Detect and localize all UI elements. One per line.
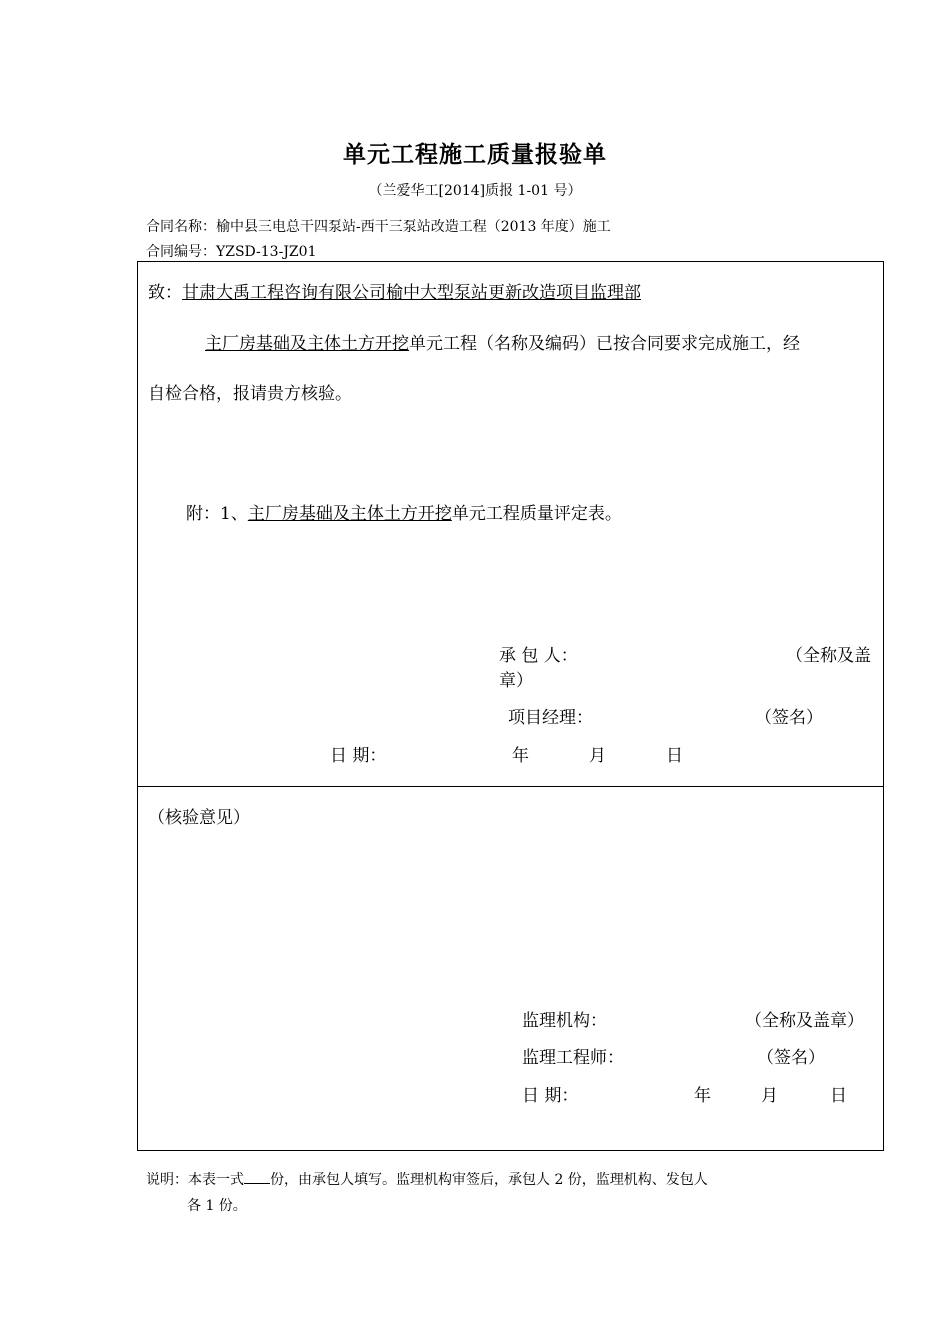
copies-blank: [244, 1169, 270, 1184]
footnote-line-2: 各 1 份。: [187, 1198, 247, 1214]
submission-date-label: 日 期：: [330, 746, 387, 766]
contract-name-label: 合同名称：: [146, 219, 216, 235]
body-text-2: 自检合格，报请贵方核验。: [148, 384, 352, 404]
attachment-suffix: 单元工程质量评定表。: [451, 504, 622, 524]
contractor-note: （全称及盖: [786, 646, 871, 666]
submission-month: 月: [589, 746, 606, 766]
unit-name: 主厂房基础及主体土方开挖: [205, 334, 409, 354]
body-line-1: [205, 329, 800, 354]
manager-label: 项目经理：: [508, 708, 593, 728]
footnote-text-a: 说明：本表一式: [146, 1172, 244, 1188]
attachment-name: 主厂房基础及主体土方开挖: [247, 504, 452, 524]
contract-name: 榆中县三电总干四泵站-西干三泵站改造工程（2013 年度）施工: [216, 219, 611, 235]
footnote-text-b: 份，由承包人填写。监理机构审签后，承包人 2 份，监理机构、发包人: [270, 1172, 708, 1188]
body-text-1: 单元工程（名称及编码）已按合同要求完成施工，经: [409, 334, 800, 354]
contract-code-label: 合同编号：: [146, 244, 216, 260]
document-number: （兰爱华工[2014]质报 1-01 号）: [368, 183, 582, 199]
attachment-prefix: 附：1、: [186, 504, 248, 524]
attachment-row: [186, 499, 622, 524]
submission-year: 年: [512, 746, 529, 766]
page-title: 单元工程施工质量报验单: [343, 142, 607, 168]
supervisor-engineer-label: 监理工程师：: [522, 1048, 624, 1068]
addressee-label: 致：: [148, 283, 182, 303]
addressee-name: 甘肃大禹工程咨询有限公司榆中大型泵站更新改造项目监理部: [182, 283, 641, 303]
review-year: 年: [694, 1086, 711, 1106]
addressee-row: [148, 278, 641, 303]
supervisor-org-note: （全称及盖章）: [745, 1011, 864, 1031]
submission-day: 日: [666, 746, 683, 766]
supervisor-engineer-note: （签名）: [757, 1048, 825, 1068]
review-opinion-label: （核验意见）: [148, 808, 250, 828]
contract-code-row: [146, 241, 316, 261]
review-day: 日: [830, 1086, 847, 1106]
footnote-line-1: [146, 1169, 708, 1189]
review-date-label: 日 期：: [522, 1086, 579, 1106]
contract-code: YZSD-13-JZ01: [216, 244, 317, 260]
contract-name-row: [146, 216, 611, 236]
section-divider: [137, 786, 884, 787]
contractor-note-continued: 章）: [499, 671, 533, 691]
supervisor-org-label: 监理机构：: [522, 1011, 607, 1031]
review-month: 月: [761, 1086, 778, 1106]
manager-note: （签名）: [755, 708, 823, 728]
contractor-label: 承 包 人：: [499, 646, 578, 666]
